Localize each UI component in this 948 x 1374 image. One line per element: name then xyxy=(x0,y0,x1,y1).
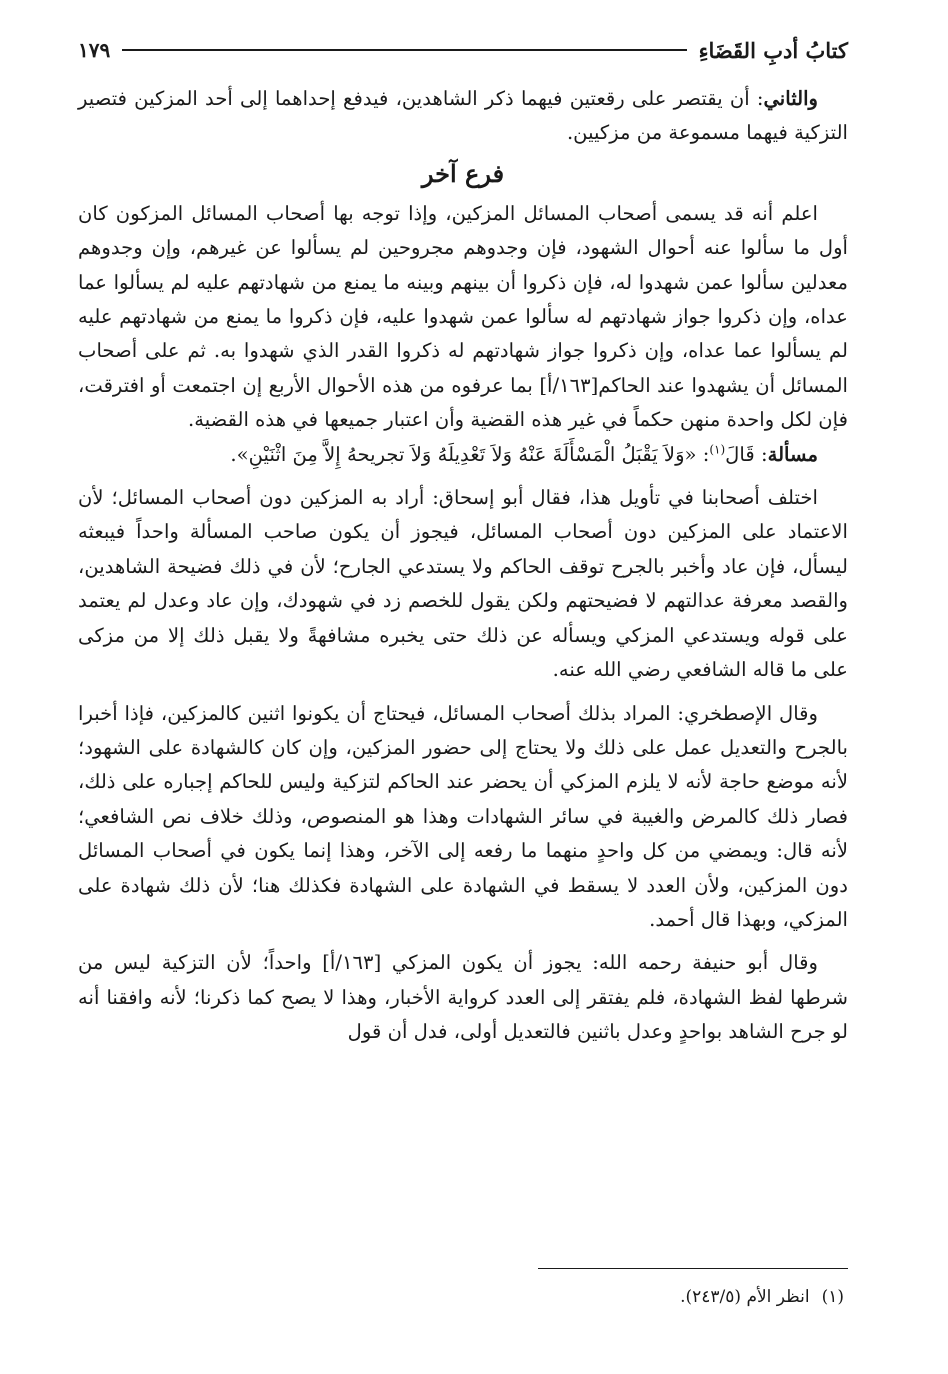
footnote-area xyxy=(78,1268,848,1311)
paragraph-abu-ishaq: اختلف أصحابنا في تأويل هذا، فقال أبو إسحاق: أراد به المزكين دون أصحاب المسائل؛ لأن الاعتماد على المزكين دون أصحاب المسائل، فيجوز أن يكون صاحب المسألة واحداً فيبعثه ليسأل، فإن عاد وأخبر بالجرح توقف الحاكم ولا يستدعي الجارح؛ لأن في ذلك فضيحة الشاهدين، والقصد معرفة عدالتهم لا فضيحتهم ولكن يقول للخصم زد في شهودك، وإن عاد وعدل لم يعتمد على قوله ويستدعي المزكي ويسأله عن ذلك حتى يخبره مشافهةً ولا يقبل ذلك إلا من مزكى على ما قاله الشافعي رضي الله عنه. xyxy=(78,486,848,682)
paragraph-lead-masala: مسألة xyxy=(767,442,818,466)
running-head xyxy=(78,30,848,70)
running-title: كتابُ أدبِ القَضَاءِ xyxy=(698,37,848,63)
paragraph-lead-second: والثاني xyxy=(763,87,818,110)
page-number: ١٧٩ xyxy=(78,38,111,62)
paragraph-masala xyxy=(78,438,848,472)
book-page xyxy=(78,30,848,1344)
footnote-number: (١) xyxy=(821,1287,844,1307)
footnote-text: انظر الأم (٢٤٣/٥). xyxy=(680,1287,810,1307)
paragraph-second-option xyxy=(78,82,848,151)
body-text xyxy=(78,82,848,1050)
header-rule xyxy=(122,49,686,51)
paragraph-text: : أن يقتصر على رقعتين فيهما ذكر الشاهدين، فيدفع إحداهما إلى أحد المزكين فتصير التزكية فيهما مسموعة من مزكيين. xyxy=(78,87,848,145)
paragraph-quote: : «وَلاَ يَقْبَلُ الْمَسْأَلَةَ عَنْهُ وَلاَ تَعْدِيلَهُ وَلاَ تجريحهُ إِلاَّ مِنَ اثْنَيْنِ». xyxy=(230,442,710,466)
section-heading: فرع آخر xyxy=(421,158,505,188)
paragraph-abu-hanifa: وقال أبو حنيفة رحمه الله: يجوز أن يكون المزكي [١٦٣/أ] واحداً؛ لأن التزكية ليس من شرطها لفظ الشهادة، فلم يفتقر إلى العدد كرواية الأخبار، وهذا لا يصح كما ذكرنا؛ لأنه وافقنا أنه لو جرح الشاهد بواحدٍ وعدل باثنين فالتعديل أولى، فدل أن قول xyxy=(78,951,848,1044)
footnote-rule xyxy=(538,1268,848,1269)
paragraph-istakhri: وقال الإصطخري: المراد بذلك أصحاب المسائل، فيحتاج أن يكونوا اثنين كالمزكين، فإذا أخبرا بالجرح والتعديل عمل على ذلك ولا يحتاج إلى حضور المزكين، وإن كان كالشهادة على الشهود؛ لأنه موضع حاجة لأنه لا يلزم المزكي أن يحضر عند الحاكم لتزكية وليس للحاكم إجباره على ذلك، فصار ذلك كالمرض والغيبة في سائر الشهادات وهذا هو المنصوص، وذلك خلاف نص الشافعي؛ لأنه قال: ويمضي من كل واحدٍ منهما ما رفعه إلى الآخر، وهذا إنما يكون في أصحاب المسائل دون المزكين، ولأن العدد لا يسقط في الشهادة على الشهادة فكذلك هنا؛ لأن ذلك شهادة على المزكي، وبهذا قال أحمد. xyxy=(78,701,848,931)
paragraph-branch: اعلم أنه قد يسمى أصحاب المسائل المزكين، وإذا توجه بها أصحاب المسائل المزكون كان أول ما سألوا عنه أحوال الشهود، فإن وجدوهم مجروحين لم يسألوا عن غيرهم، وإن وجدوهم معدلين سألوا عمن شهدوا له، فإن ذكروا أن بينهم وبينه ما يمنع من شهادتهم عليه لم يسألوا عما عداه، وإن ذكروا جواز شهادتهم له سألوا عمن شهدوا عليه، فإن ذكروا ما يمنع من شهادتهم عليه لم يسألوا عما عداه، وإن ذكروا جواز شهادتهم له ذكروا القدر الذي شهدوا به. ثم على أصحاب المسائل أن يشهدوا عند الحاكم[١٦٣/أ] بما عرفوه من هذه الأحوال الأربع إن اجتمعت أو افترقت، فإن لكل واحدة منهن حكماً في غير هذه القضية وأن اعتبار جميعها في هذه القضية. xyxy=(78,201,848,432)
footnote-reference[interactable]: (١) xyxy=(709,442,726,457)
footnote-item xyxy=(78,1283,848,1311)
paragraph-qala: : قَالَ xyxy=(725,442,768,466)
